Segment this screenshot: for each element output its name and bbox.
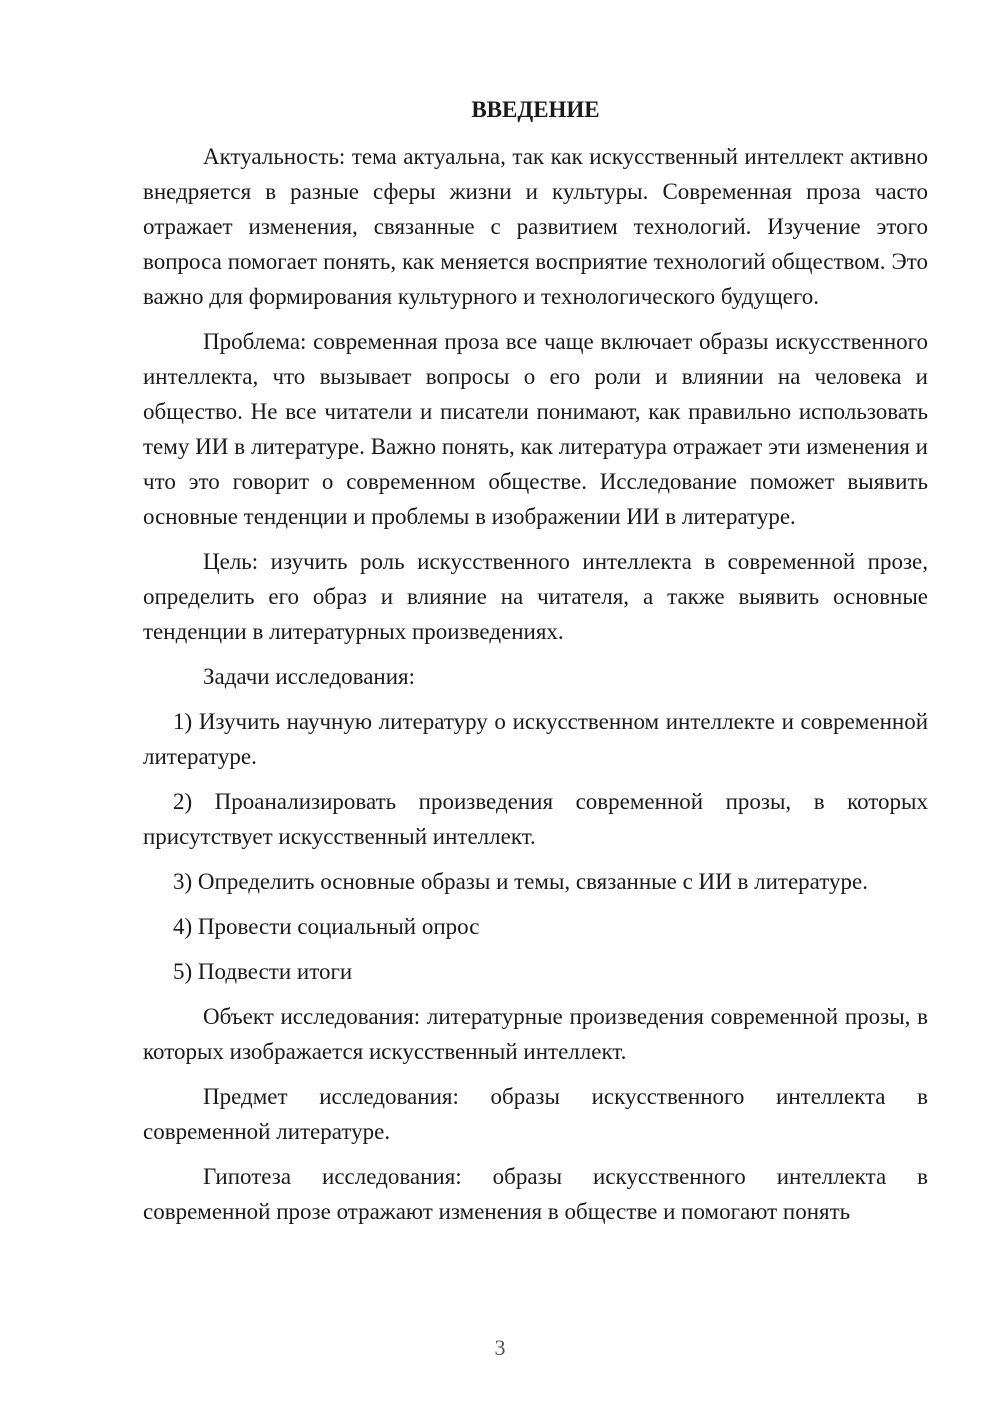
task-item-2: 2) Проанализировать произведения современной прозы, в которых присутствует искусственный интеллект. [143,789,928,849]
task-item-1: 1) Изучить научную литературу о искусственном интеллекте и современной литературе. [143,709,928,769]
paragraph-relevance: Актуальность: тема актуальна, так как искусственный интеллект активно внедряется в разные сферы жизни и культуры. Современная проза часто отражает изменения, связанные с развитием технологий. Изучение этого вопроса помогает понять, как меняется восприятие технологий обществом. Это важно для формирования культурного и технологического будущего. [143,144,928,309]
paragraph-hypothesis: Гипотеза исследования: образы искусственного интеллекта в современной прозе отражают изменения в обществе и помогают понять [143,1164,928,1224]
page-number: 3 [494,1335,506,1360]
page-title: ВВЕДЕНИЕ [471,97,600,122]
paragraph-subject: Предмет исследования: образы искусственного интеллекта в современной литературе. [143,1084,928,1144]
tasks-heading: Задачи исследования: [203,664,416,689]
task-item-4: 4) Провести социальный опрос [173,914,480,939]
task-item-5: 5) Подвести итоги [173,959,353,984]
task-item-3: 3) Определить основные образы и темы, связанные с ИИ в литературе. [173,869,868,894]
paragraph-problem: Проблема: современная проза все чаще включает образы искусственного интеллекта, что вызывает вопросы о его роли и влиянии на человека и общество. Не все читатели и писатели понимают, как правильно использовать тему ИИ в литературе. Важно понять, как литература отражает эти изменения и что это говорит о современном обществе. Исследование поможет выявить основные тенденции и проблемы в изображении ИИ в литературе. [143,329,928,529]
page-content [143,92,928,1239]
paragraph-goal: Цель: изучить роль искусственного интеллекта в современной прозе, определить его образ и влияние на читателя, а также выявить основные тенденции в литературных произведениях. [143,549,928,644]
paragraph-object: Объект исследования: литературные произведения современной прозы, в которых изображается искусственный интеллект. [143,1004,928,1064]
